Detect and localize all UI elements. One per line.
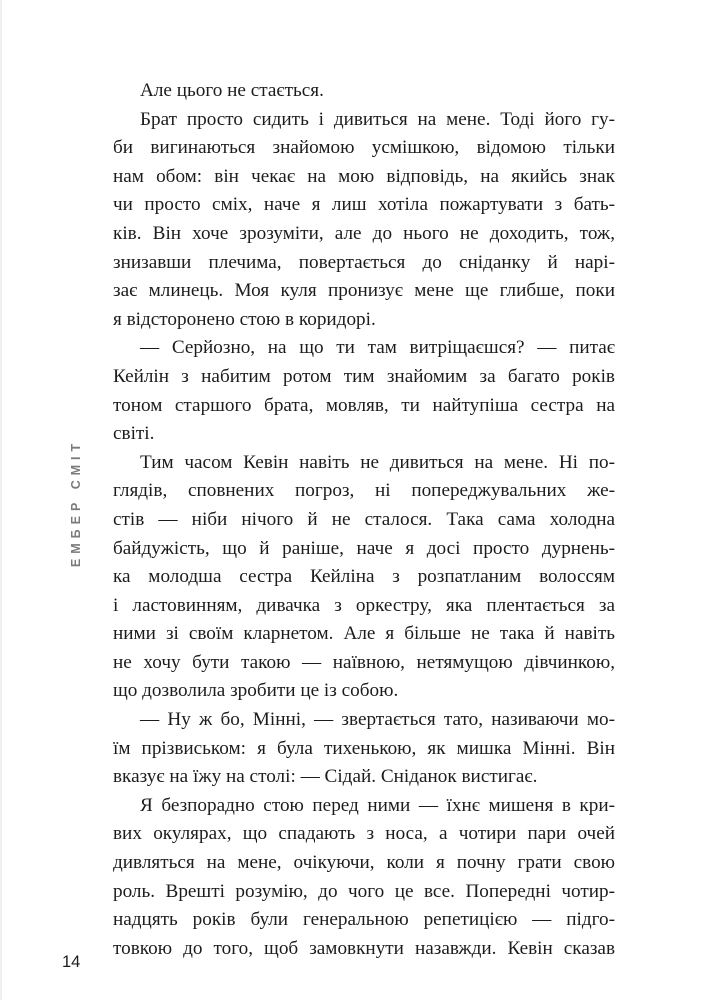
text-line: ними зі своїм кларнетом. Але я більше не така й навіть bbox=[113, 623, 615, 645]
page-edge bbox=[0, 0, 2, 1000]
text-line: не хочу бути такою — наївною, нетямущою дівчинкою, bbox=[113, 651, 615, 673]
text-line: би вигинаються знайомою усмішкою, відомою тільки bbox=[113, 137, 615, 159]
text-line: і ластовинням, дивачка з оркестру, яка плентається за bbox=[113, 594, 615, 616]
text-line: роль. Врешті розумію, до чого це все. Попередні чотир- bbox=[113, 880, 615, 902]
text-line: чи просто сміх, наче я лиш хотіла пожартувати з бать- bbox=[113, 194, 615, 216]
text-line: що дозволила зробити це із собою. bbox=[113, 680, 399, 702]
text-line: я відсторонено стою в коридорі. bbox=[113, 308, 376, 330]
text-line: глядів, сповнених погроз, ні попереджувальних же- bbox=[113, 480, 615, 502]
page-number: 14 bbox=[62, 953, 81, 971]
text-line: нам обом: він чекає на мою відповідь, на якийсь знак bbox=[113, 165, 615, 187]
text-line: надцять років були генеральною репетицією — підго- bbox=[113, 909, 615, 931]
text-line: стів — ніби нічого й не сталося. Така сама холодна bbox=[113, 508, 615, 530]
text-line: Кейлін з набитим ротом тим знайомим за багато років bbox=[113, 365, 615, 387]
text-line: дивляться на мене, очікуючи, коли я почну грати свою bbox=[113, 852, 615, 874]
text-line: вказує на їжу на столі: — Сідай. Сніданок вистигає. bbox=[113, 766, 538, 788]
text-line: — Серйозно, на що ти там витріщаєшся? — питає bbox=[140, 337, 615, 359]
text-line: ка молодша сестра Кейліна з розпатланим волоссям bbox=[113, 566, 615, 588]
text-line: байдужість, що й раніше, наче я досі просто дурнень- bbox=[113, 537, 615, 559]
text-line: світі. bbox=[113, 423, 155, 445]
text-line: ків. Він хоче зрозуміти, але до нього не доходить, тож, bbox=[113, 222, 615, 244]
text-line: Але цього не стається. bbox=[140, 80, 324, 101]
text-line: товкою до того, щоб замовкнути назавжди. Кевін сказав bbox=[113, 937, 615, 959]
text-line: зає млинець. Моя куля пронизує мене ще глибше, поки bbox=[113, 280, 615, 302]
text-line: вих окулярах, що спадають з носа, а чотири пари очей bbox=[113, 823, 615, 845]
text-line: їм прізвиськом: я була тихенькою, як мишка Мінні. Він bbox=[113, 737, 615, 759]
text-line: — Ну ж бо, Мінні, — звертається тато, називаючи мо- bbox=[140, 709, 615, 731]
text-line: Тим часом Кевін навіть не дивиться на мене. Ні по- bbox=[140, 451, 615, 473]
text-line: тоном старшого брата, мовляв, ти найтупіша сестра на bbox=[113, 394, 615, 416]
text-line: знизавши плечима, повертається до сніданку й нарі- bbox=[113, 251, 615, 273]
running-head-author: ЕМБЕР СМІТ bbox=[69, 438, 83, 568]
body-text bbox=[113, 77, 615, 963]
text-line: Я безпорадно стою перед ними — їхнє мишеня в кри- bbox=[140, 794, 615, 816]
text-line: Брат просто сидить і дивиться на мене. Тоді його гу- bbox=[140, 108, 615, 130]
